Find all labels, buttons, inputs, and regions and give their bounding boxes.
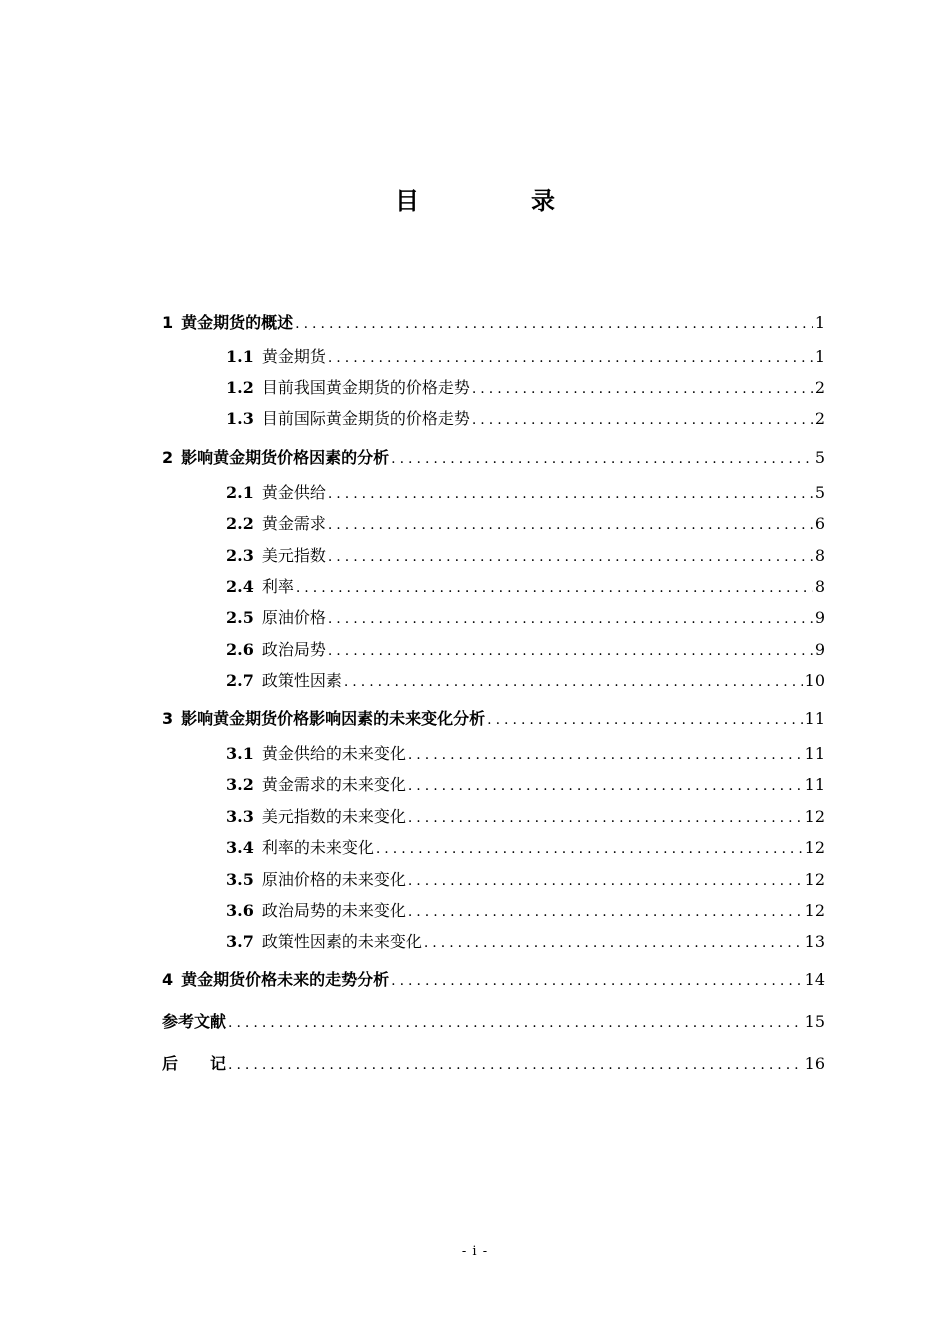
toc-leader-dots (295, 312, 813, 336)
toc-entry[interactable] (226, 638, 825, 662)
toc-entry-label: 影响黄金期货价格因素的分析 (181, 448, 390, 467)
toc-entry-label: 目前国际黄金期货的价格走势 (261, 409, 470, 428)
toc-entry[interactable] (226, 481, 825, 505)
toc-entry[interactable] (226, 805, 825, 829)
toc-entry-label: 黄金期货 (261, 347, 326, 366)
toc-entry-label: 利率 (261, 577, 294, 596)
toc-entry-label: 黄金供给 (261, 483, 326, 502)
toc-entry[interactable] (226, 742, 825, 766)
toc-leader-dots (408, 743, 803, 767)
toc-entry-label: 美元指数的未来变化 (261, 807, 406, 826)
toc-entry[interactable] (226, 606, 825, 630)
toc-entry-number: 2.7 (226, 671, 254, 690)
toc-entry-page: 6 (814, 514, 825, 533)
toc-entry-page: 13 (804, 932, 825, 951)
toc-entry-page: 12 (804, 838, 825, 857)
toc-entry-page: 15 (804, 1012, 825, 1031)
page-number-footer: - i - (461, 1244, 489, 1259)
toc-entry-label: 美元指数 (261, 546, 326, 565)
toc-entry-number: 3.1 (226, 744, 254, 763)
toc-entry[interactable] (226, 345, 825, 369)
toc-leader-dots (328, 639, 813, 663)
toc-entry-number: 1 (162, 313, 174, 332)
toc-entry-number: 3.3 (226, 807, 254, 826)
toc-entry[interactable] (226, 575, 825, 599)
toc-entry-page: 5 (814, 448, 825, 467)
toc-entry-label: 原油价格的未来变化 (261, 870, 406, 889)
toc-entry-page: 8 (814, 546, 825, 565)
toc-entry-label: 政策性因素的未来变化 (261, 932, 422, 951)
toc-entry-number: 2.5 (226, 608, 254, 627)
toc-entry[interactable] (226, 407, 825, 431)
toc-entry[interactable] (162, 1052, 825, 1076)
toc-entry-page: 11 (804, 775, 825, 794)
toc-leader-dots (344, 670, 803, 694)
toc-entry-label: 黄金供给的未来变化 (261, 744, 406, 763)
toc-leader-dots (391, 969, 802, 993)
toc-entry[interactable] (162, 707, 825, 731)
toc-leader-dots (408, 900, 803, 924)
toc-entry-page: 8 (814, 577, 825, 596)
toc-leader-dots (408, 774, 803, 798)
toc-leader-dots (472, 408, 813, 432)
toc-leader-dots (328, 607, 813, 631)
toc-entry[interactable] (162, 311, 825, 335)
toc-entry-number: 3.5 (226, 870, 254, 889)
toc-leader-dots (408, 869, 803, 893)
toc-leader-dots (328, 545, 813, 569)
toc-entry-page: 12 (804, 870, 825, 889)
toc-leader-dots (228, 1053, 803, 1077)
toc-entry[interactable] (226, 376, 825, 400)
toc-entry-page: 12 (804, 807, 825, 826)
toc-entry-label: 黄金期货价格未来的走势分析 (181, 970, 390, 989)
toc-entry[interactable] (162, 446, 825, 470)
toc-entry-number: 3 (162, 709, 174, 728)
toc-entry-label: 政治局势 (261, 640, 326, 659)
toc-entry-page: 9 (814, 608, 825, 627)
toc-entry[interactable] (226, 669, 825, 693)
toc-leader-dots (472, 377, 813, 401)
toc-entry[interactable] (226, 544, 825, 568)
toc-leader-dots (296, 576, 813, 600)
toc-leader-dots (228, 1011, 803, 1035)
toc-entry[interactable] (226, 899, 825, 923)
toc-leader-dots (408, 806, 803, 830)
toc-entry-number: 3.2 (226, 775, 254, 794)
toc-entry-page: 2 (814, 409, 825, 428)
toc-leader-dots (391, 447, 813, 471)
toc-entry-number: 2.2 (226, 514, 254, 533)
toc-entry-number: 3.4 (226, 838, 254, 857)
toc-entry-page: 5 (814, 483, 825, 502)
toc-entry-number: 3.6 (226, 901, 254, 920)
toc-entry-number: 1.3 (226, 409, 254, 428)
toc-entry-number: 2.6 (226, 640, 254, 659)
toc-entry-page: 1 (814, 347, 825, 366)
page-title: 目 录 (395, 187, 599, 215)
toc-entry[interactable] (226, 512, 825, 536)
toc-entry-label: 原油价格 (261, 608, 326, 627)
toc-leader-dots (424, 931, 803, 955)
toc-entry-page: 14 (804, 970, 825, 989)
toc-entry-label: 参考文献 (162, 1012, 227, 1031)
toc-entry-page: 11 (804, 709, 825, 728)
toc-entry-label: 黄金需求 (261, 514, 326, 533)
toc-entry-page: 11 (804, 744, 825, 763)
toc-leader-dots (376, 837, 803, 861)
toc-entry-number: 1.1 (226, 347, 254, 366)
toc-entry-number: 3.7 (226, 932, 254, 951)
toc-entry-number: 2 (162, 448, 174, 467)
toc-entry-page: 9 (814, 640, 825, 659)
toc-entry-label: 黄金期货的概述 (181, 313, 294, 332)
toc-entry-number: 1.2 (226, 378, 254, 397)
toc-entry-label: 目前我国黄金期货的价格走势 (261, 378, 470, 397)
toc-entry[interactable] (226, 868, 825, 892)
toc-entry-page: 1 (814, 313, 825, 332)
toc-entry-label: 后 记 (162, 1054, 227, 1073)
toc-entry-label: 黄金需求的未来变化 (261, 775, 406, 794)
toc-entry-label: 政策性因素 (261, 671, 342, 690)
toc-entry[interactable] (226, 773, 825, 797)
toc-entry-number: 2.3 (226, 546, 254, 565)
toc-entry[interactable] (226, 930, 825, 954)
toc-entry-number: 2.1 (226, 483, 254, 502)
toc-entry-page: 16 (804, 1054, 825, 1073)
toc-entry-number: 4 (162, 970, 174, 989)
toc-entry[interactable] (162, 968, 825, 992)
toc-entry[interactable] (162, 1010, 825, 1034)
toc-entry-page: 2 (814, 378, 825, 397)
toc-entry-label: 政治局势的未来变化 (261, 901, 406, 920)
toc-entry-label: 利率的未来变化 (261, 838, 374, 857)
toc-entry-number: 2.4 (226, 577, 254, 596)
toc-entry[interactable] (226, 836, 825, 860)
toc-entry-page: 10 (804, 671, 825, 690)
toc-entry-label: 影响黄金期货价格影响因素的未来变化分析 (181, 709, 486, 728)
toc-leader-dots (328, 513, 813, 537)
toc-leader-dots (328, 482, 813, 506)
toc-leader-dots (328, 346, 813, 370)
toc-leader-dots (487, 708, 802, 732)
toc-entry-page: 12 (804, 901, 825, 920)
